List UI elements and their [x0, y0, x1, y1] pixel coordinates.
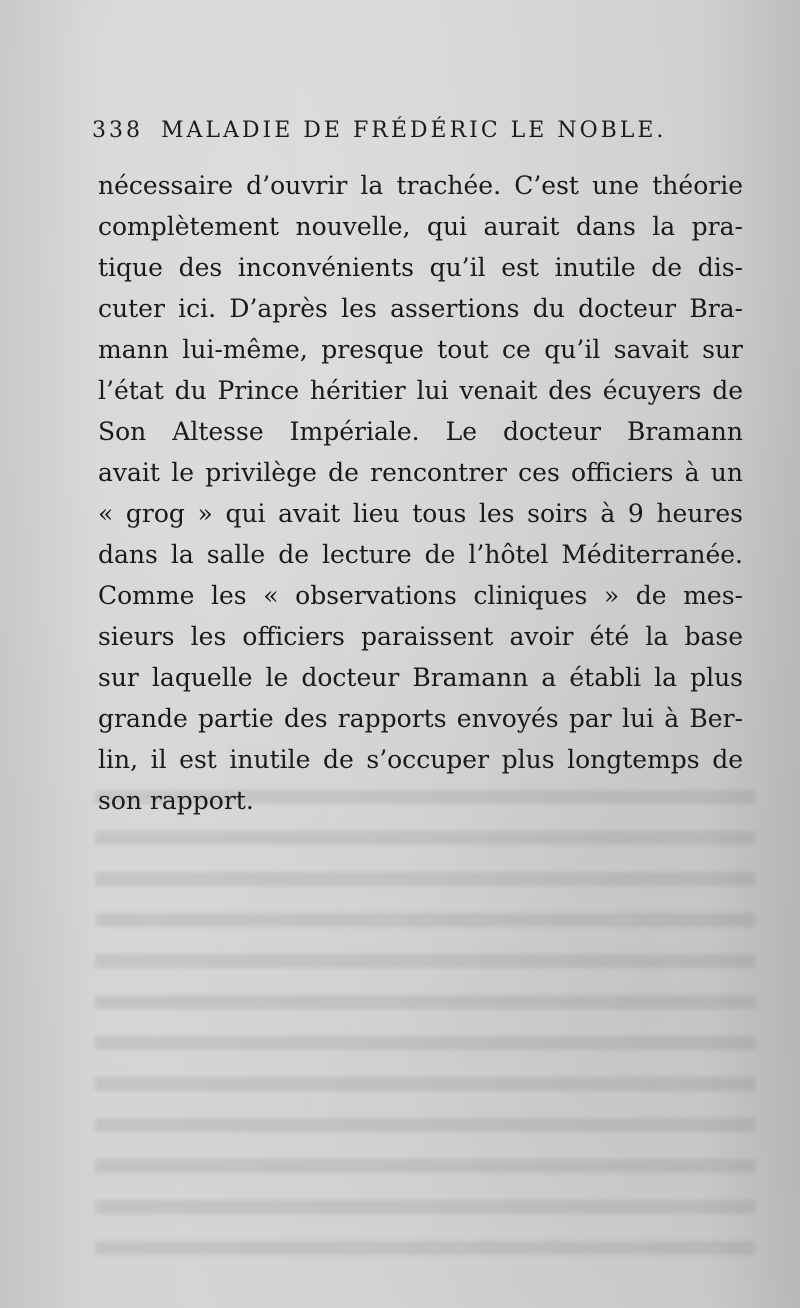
text-line: sur laquelle le docteur Bramann a établi la plus [98, 663, 743, 692]
running-title: MALADIE DE FRÉDÉRIC LE NOBLE. [161, 118, 667, 143]
text-line: lin, il est inutile de s’occuper plus longtemps de [98, 745, 743, 774]
text-line: Son Altesse Impériale. Le docteur Bramann [98, 417, 743, 446]
running-header [92, 118, 712, 143]
text-line: complètement nouvelle, qui aurait dans la pra- [98, 212, 743, 241]
text-line: l’état du Prince héritier lui venait des écuyers de [98, 376, 743, 405]
text-line: dans la salle de lecture de l’hôtel Méditerranée. [98, 540, 743, 569]
text-line: grande partie des rapports envoyés par lui à Ber- [98, 704, 743, 733]
show-through-text [95, 790, 755, 1260]
body-paragraph [98, 165, 743, 821]
text-line: nécessaire d’ouvrir la trachée. C’est une théorie [98, 171, 743, 200]
text-line: son rapport. [98, 786, 254, 815]
text-line: avait le privilège de rencontrer ces officiers à un [98, 458, 743, 487]
text-line: sieurs les officiers paraissent avoir été la base [98, 622, 743, 651]
text-line: tique des inconvénients qu’il est inutile de dis- [98, 253, 743, 282]
text-line: cuter ici. D’après les assertions du docteur Bra- [98, 294, 743, 323]
page-number: 338 [92, 118, 143, 143]
text-line: « grog » qui avait lieu tous les soirs à 9 heures [98, 499, 743, 528]
text-line: Comme les « observations cliniques » de mes- [98, 581, 743, 610]
text-line: mann lui-même, presque tout ce qu’il savait sur [98, 335, 743, 364]
